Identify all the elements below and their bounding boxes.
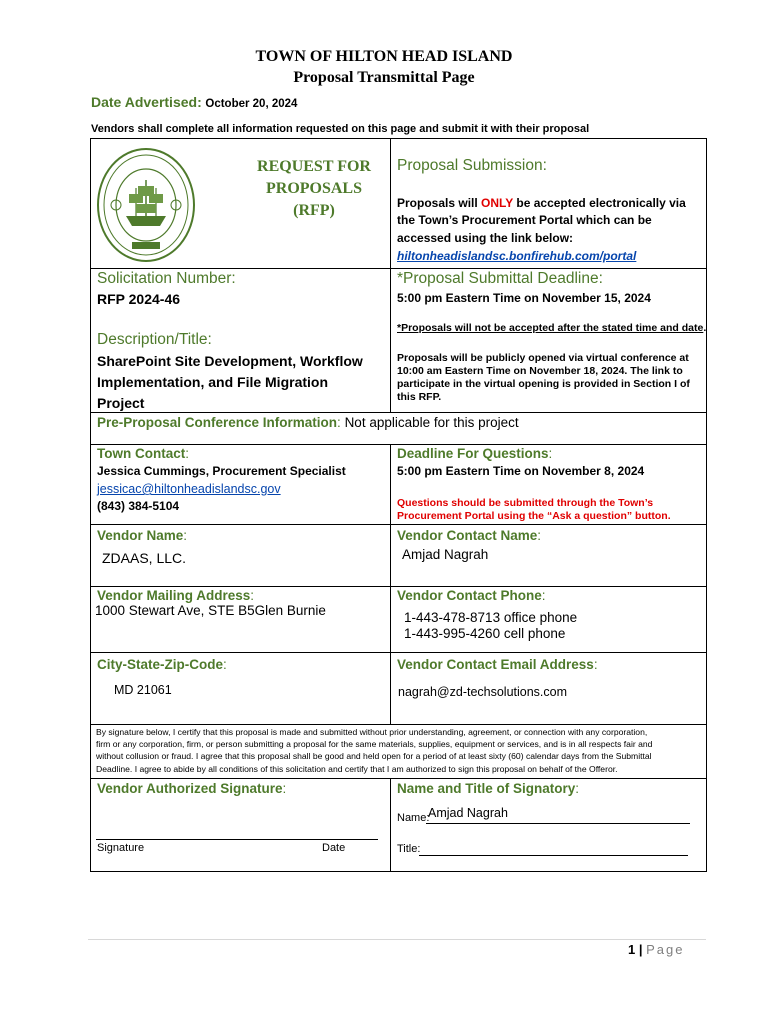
vendor-phone-field-2[interactable]: 1-443-995-4260 cell phone xyxy=(404,626,566,641)
column-divider xyxy=(390,444,391,724)
name-caption: Name: xyxy=(397,812,430,824)
submittal-deadline-value: 5:00 pm Eastern Time on November 15, 2024 xyxy=(397,291,651,305)
vendor-contact-name-field[interactable]: Amjad Nagrah xyxy=(402,547,489,562)
town-contact-phone: (843) 384-5104 xyxy=(97,499,180,513)
submission-text-line3: accessed using the link below: xyxy=(397,231,574,245)
description-line3: Project xyxy=(97,395,145,411)
footer-divider xyxy=(88,939,706,940)
solicitation-number-value: RFP 2024-46 xyxy=(97,291,181,307)
page-number-value: 1 xyxy=(628,942,636,957)
preproposal-row: Pre-Proposal Conference Information: Not applicable for this project xyxy=(97,415,519,430)
rfp-heading xyxy=(244,156,384,222)
certification-text: By signature below, I certify that this proposal is made and submitted without prior understanding, agreement, or connection with any corporation, firm or any corporation, firm, or person submitting a proposal for the same materials, supplies, equipment or services, and is in all respects fair and without collusion or fraud. I agree that this proposal shall be good and held open for a period of at least sixty (60) calendar days from the Submittal Deadline. I agree to abide by all conditions of this solicitation and certify that I am authorized to sign this proposal on behalf of the Offeror. xyxy=(96,727,653,774)
submission-text-line1: Proposals will ONLY be accepted electronically via xyxy=(397,196,686,210)
column-divider xyxy=(390,139,391,412)
row-divider xyxy=(91,586,706,587)
row-divider xyxy=(91,444,706,445)
signatory-name-field[interactable]: Amjad Nagrah xyxy=(428,806,508,820)
town-contact-label: Town Contact: xyxy=(97,446,190,461)
vendor-phone-label: Vendor Contact Phone: xyxy=(397,588,546,603)
date-advertised-value: October 20, 2024 xyxy=(205,98,298,110)
row-divider xyxy=(91,524,706,525)
document-subtitle: Proposal Transmittal Page xyxy=(293,69,475,86)
city-state-zip-label: City-State-Zip-Code: xyxy=(97,657,227,672)
rfp-line3: (RFP) xyxy=(293,202,335,219)
deadline-note: *Proposals will not be accepted after the stated time and date. xyxy=(397,322,707,334)
portal-link[interactable]: hiltonheadislandsc.bonfirehub.com/portal xyxy=(397,249,637,263)
vendor-address-label: Vendor Mailing Address: xyxy=(97,588,255,603)
solicitation-number-label: Solicitation Number: xyxy=(97,270,236,287)
rfp-line1: REQUEST FOR xyxy=(257,158,371,175)
submission-text-line2: the Town’s Procurement Portal which can be xyxy=(397,213,652,227)
row-divider xyxy=(91,724,706,725)
questions-deadline-value: 5:00 pm Eastern Time on November 8, 2024 xyxy=(397,464,645,478)
vendor-email-field[interactable]: nagrah@zd-techsolutions.com xyxy=(398,685,568,699)
row-divider xyxy=(91,268,706,269)
proposal-submission-label: Proposal Submission: xyxy=(397,157,547,174)
preproposal-value: Not applicable for this project xyxy=(344,415,519,430)
submittal-deadline-label: *Proposal Submittal Deadline: xyxy=(397,270,603,287)
title-caption: Title: xyxy=(397,843,421,855)
description-line2: Implementation, and File Migration xyxy=(97,374,329,390)
vendor-address-field[interactable]: 1000 Stewart Ave, STE B5Glen Burnie xyxy=(95,603,326,618)
preproposal-label: Pre-Proposal Conference Information xyxy=(97,415,338,430)
authorized-signature-label: Vendor Authorized Signature: xyxy=(97,781,287,796)
questions-note: Questions should be submitted through the Town’s Procurement Portal using the “Ask a question” button. xyxy=(397,497,671,522)
row-divider xyxy=(91,778,706,779)
document-title: TOWN OF HILTON HEAD ISLAND xyxy=(255,48,513,65)
column-divider xyxy=(390,778,391,872)
name-line[interactable] xyxy=(426,823,690,824)
vendor-name-label: Vendor Name: xyxy=(97,528,188,543)
date-advertised-label: Date Advertised xyxy=(91,94,198,110)
vendor-contact-name-label: Vendor Contact Name: xyxy=(397,528,542,543)
town-contact-email[interactable]: jessicac@hiltonheadislandsc.gov xyxy=(97,482,281,496)
date-advertised: Date Advertised: October 20, 2024 xyxy=(91,94,298,110)
town-seal-icon xyxy=(96,146,196,264)
name-title-label: Name and Title of Signatory: xyxy=(397,781,580,796)
page-number: 1 | Page xyxy=(628,942,685,957)
title-line[interactable] xyxy=(419,855,688,856)
signature-caption: Signature xyxy=(97,842,145,854)
questions-deadline-label: Deadline For Questions: xyxy=(397,446,553,461)
town-contact-name: Jessica Cummings, Procurement Specialist xyxy=(97,464,346,478)
opening-note: Proposals will be publicly opened via virtual conference at 10:00 am Eastern Time on November 18, 2024. The link to participate in the virtual opening is provided in Section I of this RFP. xyxy=(397,352,690,403)
vendor-phone-field-1[interactable]: 1-443-478-8713 office phone xyxy=(404,610,578,625)
page-word: Page xyxy=(646,942,685,957)
vendor-name-field[interactable]: ZDAAS, LLC. xyxy=(102,550,187,566)
row-divider xyxy=(91,412,706,413)
signature-line[interactable] xyxy=(96,839,378,840)
vendor-email-label: Vendor Contact Email Address: xyxy=(397,657,598,672)
only-emphasis: ONLY xyxy=(481,196,514,210)
rfp-line2: PROPOSALS xyxy=(265,180,362,197)
row-divider xyxy=(91,652,706,653)
date-caption: Date xyxy=(322,842,346,854)
city-state-zip-field[interactable]: MD 21061 xyxy=(114,683,172,697)
description-line1: SharePoint Site Development, Workflow xyxy=(97,353,363,369)
instructions-text: Vendors shall complete all information requested on this page and submit it with their proposal xyxy=(91,123,590,135)
description-title-label: Description/Title: xyxy=(97,331,212,348)
